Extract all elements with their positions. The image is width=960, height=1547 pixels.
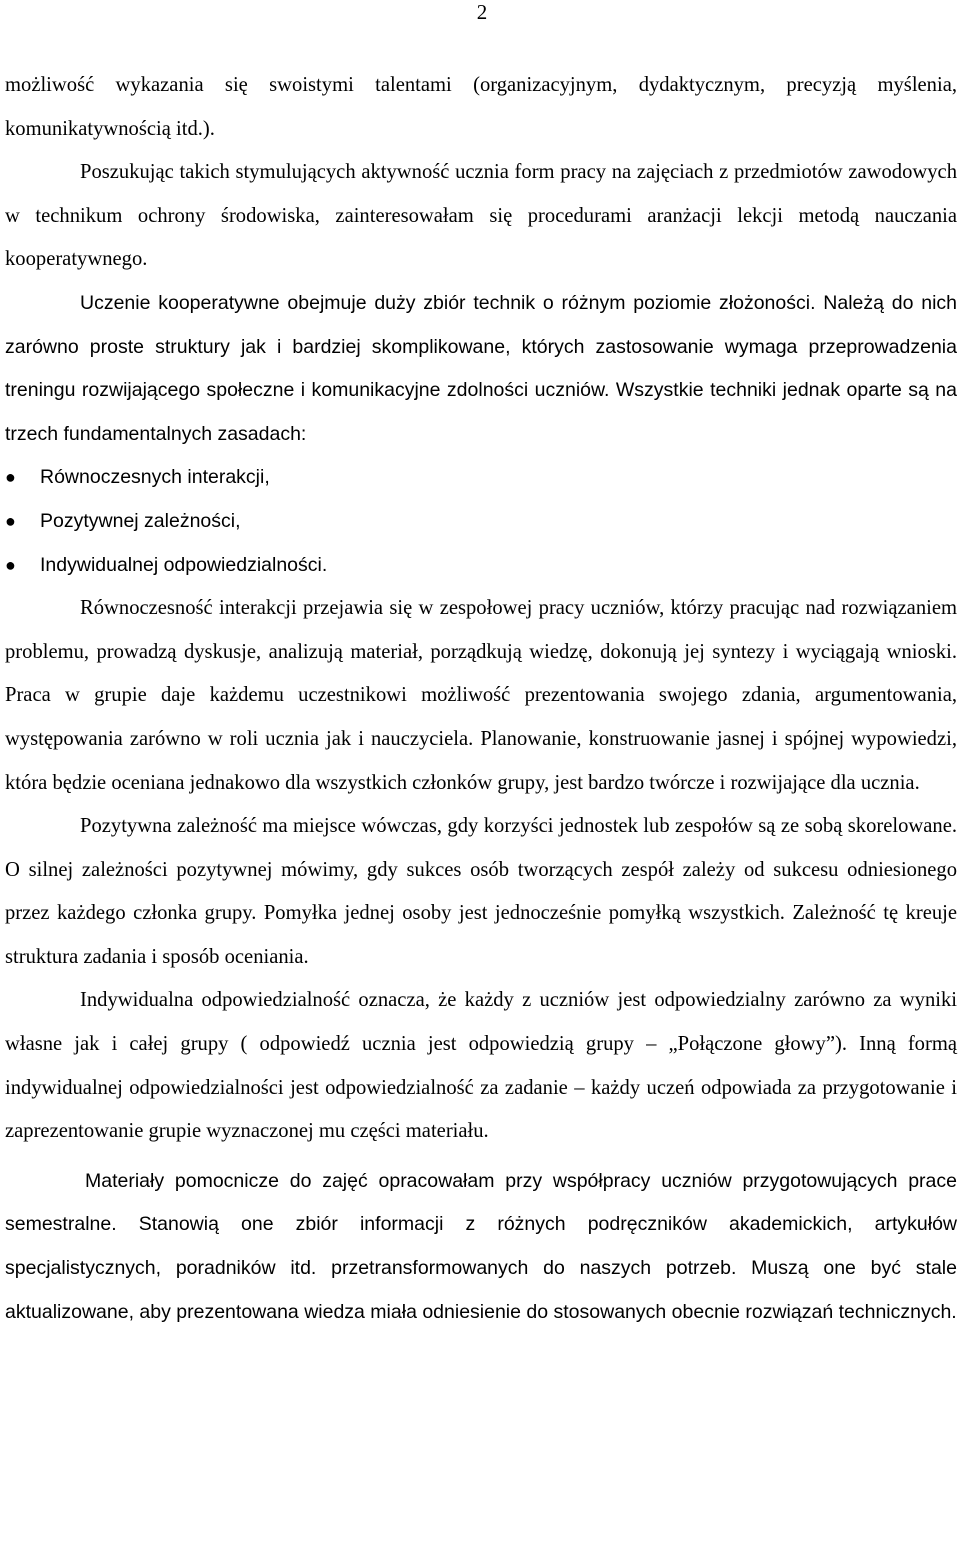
- paragraph-individual-accountability: Indywidualna odpowiedzialność oznacza, że każdy z uczniów jest odpowiedzialny zarówno za wyniki własne jak i całej grupy ( odpowiedź ucznia jest odpowiedzią grupy – „Połączone głowy”). Inną formą indywidualnej odpowiedzialności jest odpowiedzialność za zadanie – każdy uczeń odpowiada za przygotowanie i zaprezentowanie grupie wyznaczonej mu części materiału.: [5, 989, 957, 1143]
- list-item: [5, 456, 957, 500]
- list-item-text: Równoczesnych interakcji,: [40, 466, 270, 489]
- bullet-icon: ●: [5, 510, 16, 531]
- paragraph-simultaneous-interaction: Równoczesność interakcji przejawia się w zespołowej pracy uczniów, którzy pracując nad rozwiązaniem problemu, prowadzą dyskusje, analizują materiał, porządkują wiedzę, dokonują jej syntezy i wyciągają wnioski. Praca w grupie daje każdemu uczestnikowi możliwość prezentowania swojego zdania, argumentowania, występowania zarówno w roli ucznia jak i nauczyciela. Planowanie, konstruowanie jasnej i spójnej wypowiedzi, która będzie oceniana jednakowo dla wszystkich członków grupy, jest bardzo twórcze i rozwijające dla ucznia.: [5, 597, 957, 794]
- document-body: [5, 64, 957, 1334]
- bullet-icon: ●: [5, 554, 16, 575]
- page-number: 2: [476, 0, 488, 24]
- paragraph-support-materials: Materiały pomocnicze do zajęć opracowałam przy współpracy uczniów przygotowujących prace semestralne. Stanowią one zbiór informacji z różnych podręczników akademickich, artykułów specjalistycznych, poradników itd. przetransformowanych do naszych potrzeb. Muszą one być stale aktualizowane, aby prezentowana wiedza miała odniesienie do stosowanych obecnie rozwiązań technicznych.: [5, 1169, 957, 1323]
- paragraph-positive-interdependence: Pozytywna zależność ma miejsce wówczas, gdy korzyści jednostek lub zespołów są ze sobą skorelowane. O silnej zależności pozytywnej mówimy, gdy sukces osób tworzących zespół zależy od sukcesu odniesionego przez każdego członka grupy. Pomyłka jednej osoby jest jednocześnie pomyłką wszystkich. Zależność tę kreuje struktura zadania i sposób oceniania.: [5, 815, 957, 968]
- list-item: [5, 500, 957, 544]
- paragraph-search-methods: Poszukując takich stymulujących aktywność ucznia form pracy na zajęciach z przedmiotów zawodowych w technikum ochrony środowiska, zainteresowałam się procedurami aranżacji lekcji metodą nauczania kooperatywnego.: [5, 161, 957, 271]
- list-item-text: Indywidualnej odpowiedzialności.: [40, 553, 328, 576]
- paragraph-intro-continuation: możliwość wykazania się swoistymi talentami (organizacyjnym, dydaktycznym, precyzją myślenia, komunikatywnością itd.).: [5, 74, 957, 140]
- principles-list: [5, 456, 957, 587]
- list-item: [5, 544, 957, 588]
- paragraph-cooperative-learning: Uczenie kooperatywne obejmuje duży zbiór technik o różnym poziomie złożoności. Należą do nich zarówno proste struktury jak i bardziej skomplikowane, których zastosowanie wymaga przeprowadzenia treningu rozwijającego społeczne i komunikacyjne zdolności uczniów. Wszystkie techniki jednak oparte są na trzech fundamentalnych zasadach:: [5, 291, 957, 445]
- list-item-text: Pozytywnej zależności,: [40, 509, 241, 532]
- bullet-icon: ●: [5, 467, 16, 488]
